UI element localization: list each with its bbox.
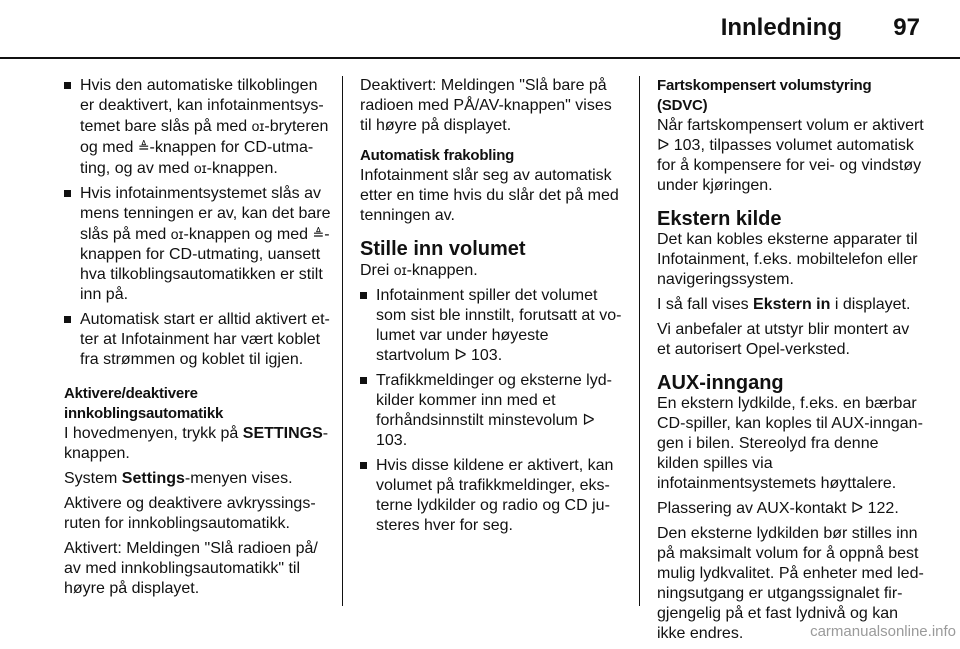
paragraph: Drei ᴏɪ-knappen. — [360, 262, 478, 279]
column-2 — [360, 76, 622, 544]
column-divider-1 — [342, 76, 343, 606]
power-knob-icon: ᴏɪ — [393, 262, 407, 278]
list-item: Automatisk start er alltid aktivert etter at Infotainment har vært koblet fra strømmen og koblet til igjen. — [64, 310, 334, 370]
bullet-list-volume — [360, 286, 622, 536]
power-knob-icon: ᴏɪ — [170, 226, 184, 242]
page-number: 97 — [893, 14, 920, 41]
watermark: carmanualsonline.info — [810, 623, 956, 640]
settings-menu-label: Settings — [121, 470, 185, 487]
list-item: Hvis disse kildene er aktivert, kan volumet på trafikkmeldinger, eksterne lydkilder og radio og CD justeres hver for seg. — [360, 456, 622, 536]
paragraph: En ekstern lydkilde, f.eks. en bærbar CD-spiller, kan koples til AUX-inngangen i bilen. Stereolyd fra denne kilden spilles via infotainmentsystemets høyttalere. — [657, 395, 923, 492]
heading-volume: Stille inn volumet — [360, 238, 526, 260]
settings-label: SETTINGS — [242, 425, 323, 442]
paragraph: Aktivere og deaktivere avkryssingsruten for innkoblingsautomatikk. — [64, 495, 316, 532]
list-item: Hvis infotainmentsystemet slås av mens tenningen er av, kan det bare slås på med ᴏɪ-knappen og med ≜-knappen for CD-utmating, uansett hva tilkoblingsautomatikken er stilt inn på. — [64, 184, 334, 305]
paragraph: Plassering av AUX-kontakt ᐅ 122. — [657, 500, 899, 517]
list-item: Hvis den automatiske tilkoblingen er deaktivert, kan infotainmentsystemet bare slås på med ᴏɪ-bryteren og med ≜-knappen for CD-utmating, og av med ᴏɪ-knappen. — [64, 76, 334, 179]
paragraph: Når fartskompensert volum er aktivert ᐅ 103, tilpasses volumet automatisk for å kompensere for vei- og vindstøy under kjøringen. — [657, 117, 924, 194]
column-1 — [64, 76, 334, 604]
column-divider-2 — [639, 76, 640, 606]
column-3 — [657, 76, 924, 649]
header-rule — [0, 57, 960, 59]
subheading-auto-off: Automatisk frakobling — [360, 147, 515, 164]
paragraph: Infotainment slår seg av automatisk etter en time hvis du slår det på med tenningen av. — [360, 167, 619, 224]
list-item: Infotainment spiller det volumet som sist ble innstilt, forutsatt at volumet var under høyeste startvolum ᐅ 103. — [360, 286, 622, 366]
subheading-sdvc: Fartskompensert volumstyring (SDVC) — [657, 77, 872, 114]
paragraph: System Settings-menyen vises. — [64, 470, 293, 487]
power-knob-icon: ᴏɪ — [193, 160, 207, 176]
heading-aux-input: AUX-inngang — [657, 372, 784, 394]
subheading-autostart: Aktivere/deaktivere innkoblingsautomatikk — [64, 385, 224, 422]
list-item: Trafikkmeldinger og eksterne lydkilder kommer inn med et forhåndsinnstilt minstevolum ᐅ 103. — [360, 371, 622, 451]
power-knob-icon: ᴏɪ — [251, 118, 265, 134]
eject-icon: ≜ — [312, 226, 325, 242]
running-header-title: Innledning — [720, 14, 842, 41]
paragraph: Det kan kobles eksterne apparater til Infotainment, f.eks. mobiltelefon eller navigeringssystem. — [657, 231, 918, 288]
paragraph: Den eksterne lydkilden bør stilles inn på maksimalt volum for å oppnå best mulig lydkvalitet. På enheter med ledningsutgang er utgangssignalet firgjengelig på et fast lydnivå og kan ikke endres. — [657, 525, 924, 642]
paragraph: Vi anbefaler at utstyr blir montert av et autorisert Opel-verksted. — [657, 321, 910, 358]
paragraph: Deaktivert: Meldingen "Slå bare på radioen med PÅ/AV-knappen" vises til høyre på displayet. — [360, 77, 612, 134]
paragraph: Aktivert: Meldingen "Slå radioen på/ av med innkoblingsautomatikk" til høyre på displayet. — [64, 540, 318, 597]
external-in-label: Ekstern in — [753, 296, 831, 313]
paragraph: I så fall vises Ekstern in i displayet. — [657, 296, 911, 313]
bullet-list-autostart — [64, 76, 334, 370]
heading-external-source: Ekstern kilde — [657, 208, 782, 230]
paragraph: I hovedmenyen, trykk på SETTINGS-knappen. — [64, 425, 329, 462]
eject-icon: ≜ — [137, 139, 150, 155]
